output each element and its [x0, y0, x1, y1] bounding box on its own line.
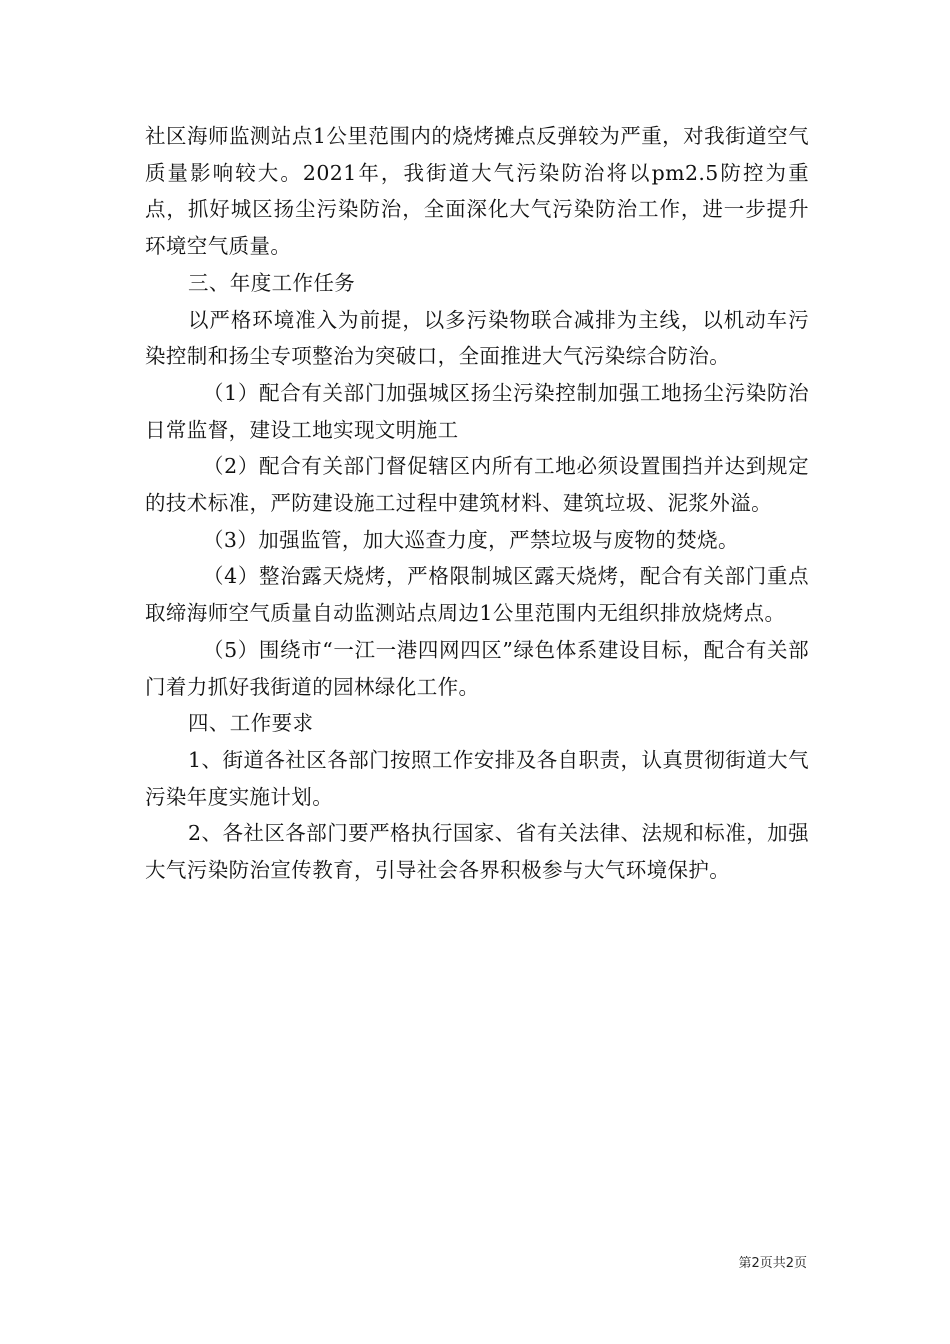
task-item-1: （1）配合有关部门加强城区扬尘污染控制加强工地扬尘污染防治日常监督，建设工地实现文明施工 [145, 380, 809, 442]
document-body [145, 118, 809, 889]
requirement-item-1: 1、街道各社区各部门按照工作安排及各自职责，认真贯彻街道大气污染年度实施计划。 [145, 747, 809, 809]
section-heading-requirements: 四、工作要求 [188, 711, 314, 736]
task-item-3: （3）加强监管，加大巡查力度，严禁垃圾与废物的焚烧。 [203, 527, 739, 552]
paragraph-tasks-intro: 以严格环境准入为前提，以多污染物联合减排为主线，以机动车污染控制和扬尘专项整治为突破口，全面推进大气污染综合防治。 [145, 307, 809, 369]
requirement-item-2: 2、各社区各部门要严格执行国家、省有关法律、法规和标准，加强大气污染防治宣传教育，引导社会各界积极参与大气环境保护。 [145, 821, 809, 883]
task-item-4: （4）整治露天烧烤，严格限制城区露天烧烤，配合有关部门重点取缔海师空气质量自动监测站点周边1公里范围内无组织排放烧烤点。 [145, 564, 809, 626]
task-item-2: （2）配合有关部门督促辖区内所有工地必须设置围挡并达到规定的技术标准，严防建设施工过程中建筑材料、建筑垃圾、泥浆外溢。 [145, 454, 809, 516]
paragraph-continuation: 社区海师监测站点1公里范围内的烧烤摊点反弹较为严重，对我街道空气质量影响较大。2021年，我街道大气污染防治将以pm2.5防控为重点，抓好城区扬尘污染防治，全面深化大气污染防治工作，进一步提升环境空气质量。 [145, 124, 809, 259]
page-number-footer: 第2页共2页 [738, 1256, 807, 1271]
task-item-5: （5）围绕市“一江一港四网四区”绿色体系建设目标，配合有关部门着力抓好我街道的园林绿化工作。 [145, 637, 809, 699]
section-heading-annual-tasks: 三、年度工作任务 [188, 270, 356, 295]
